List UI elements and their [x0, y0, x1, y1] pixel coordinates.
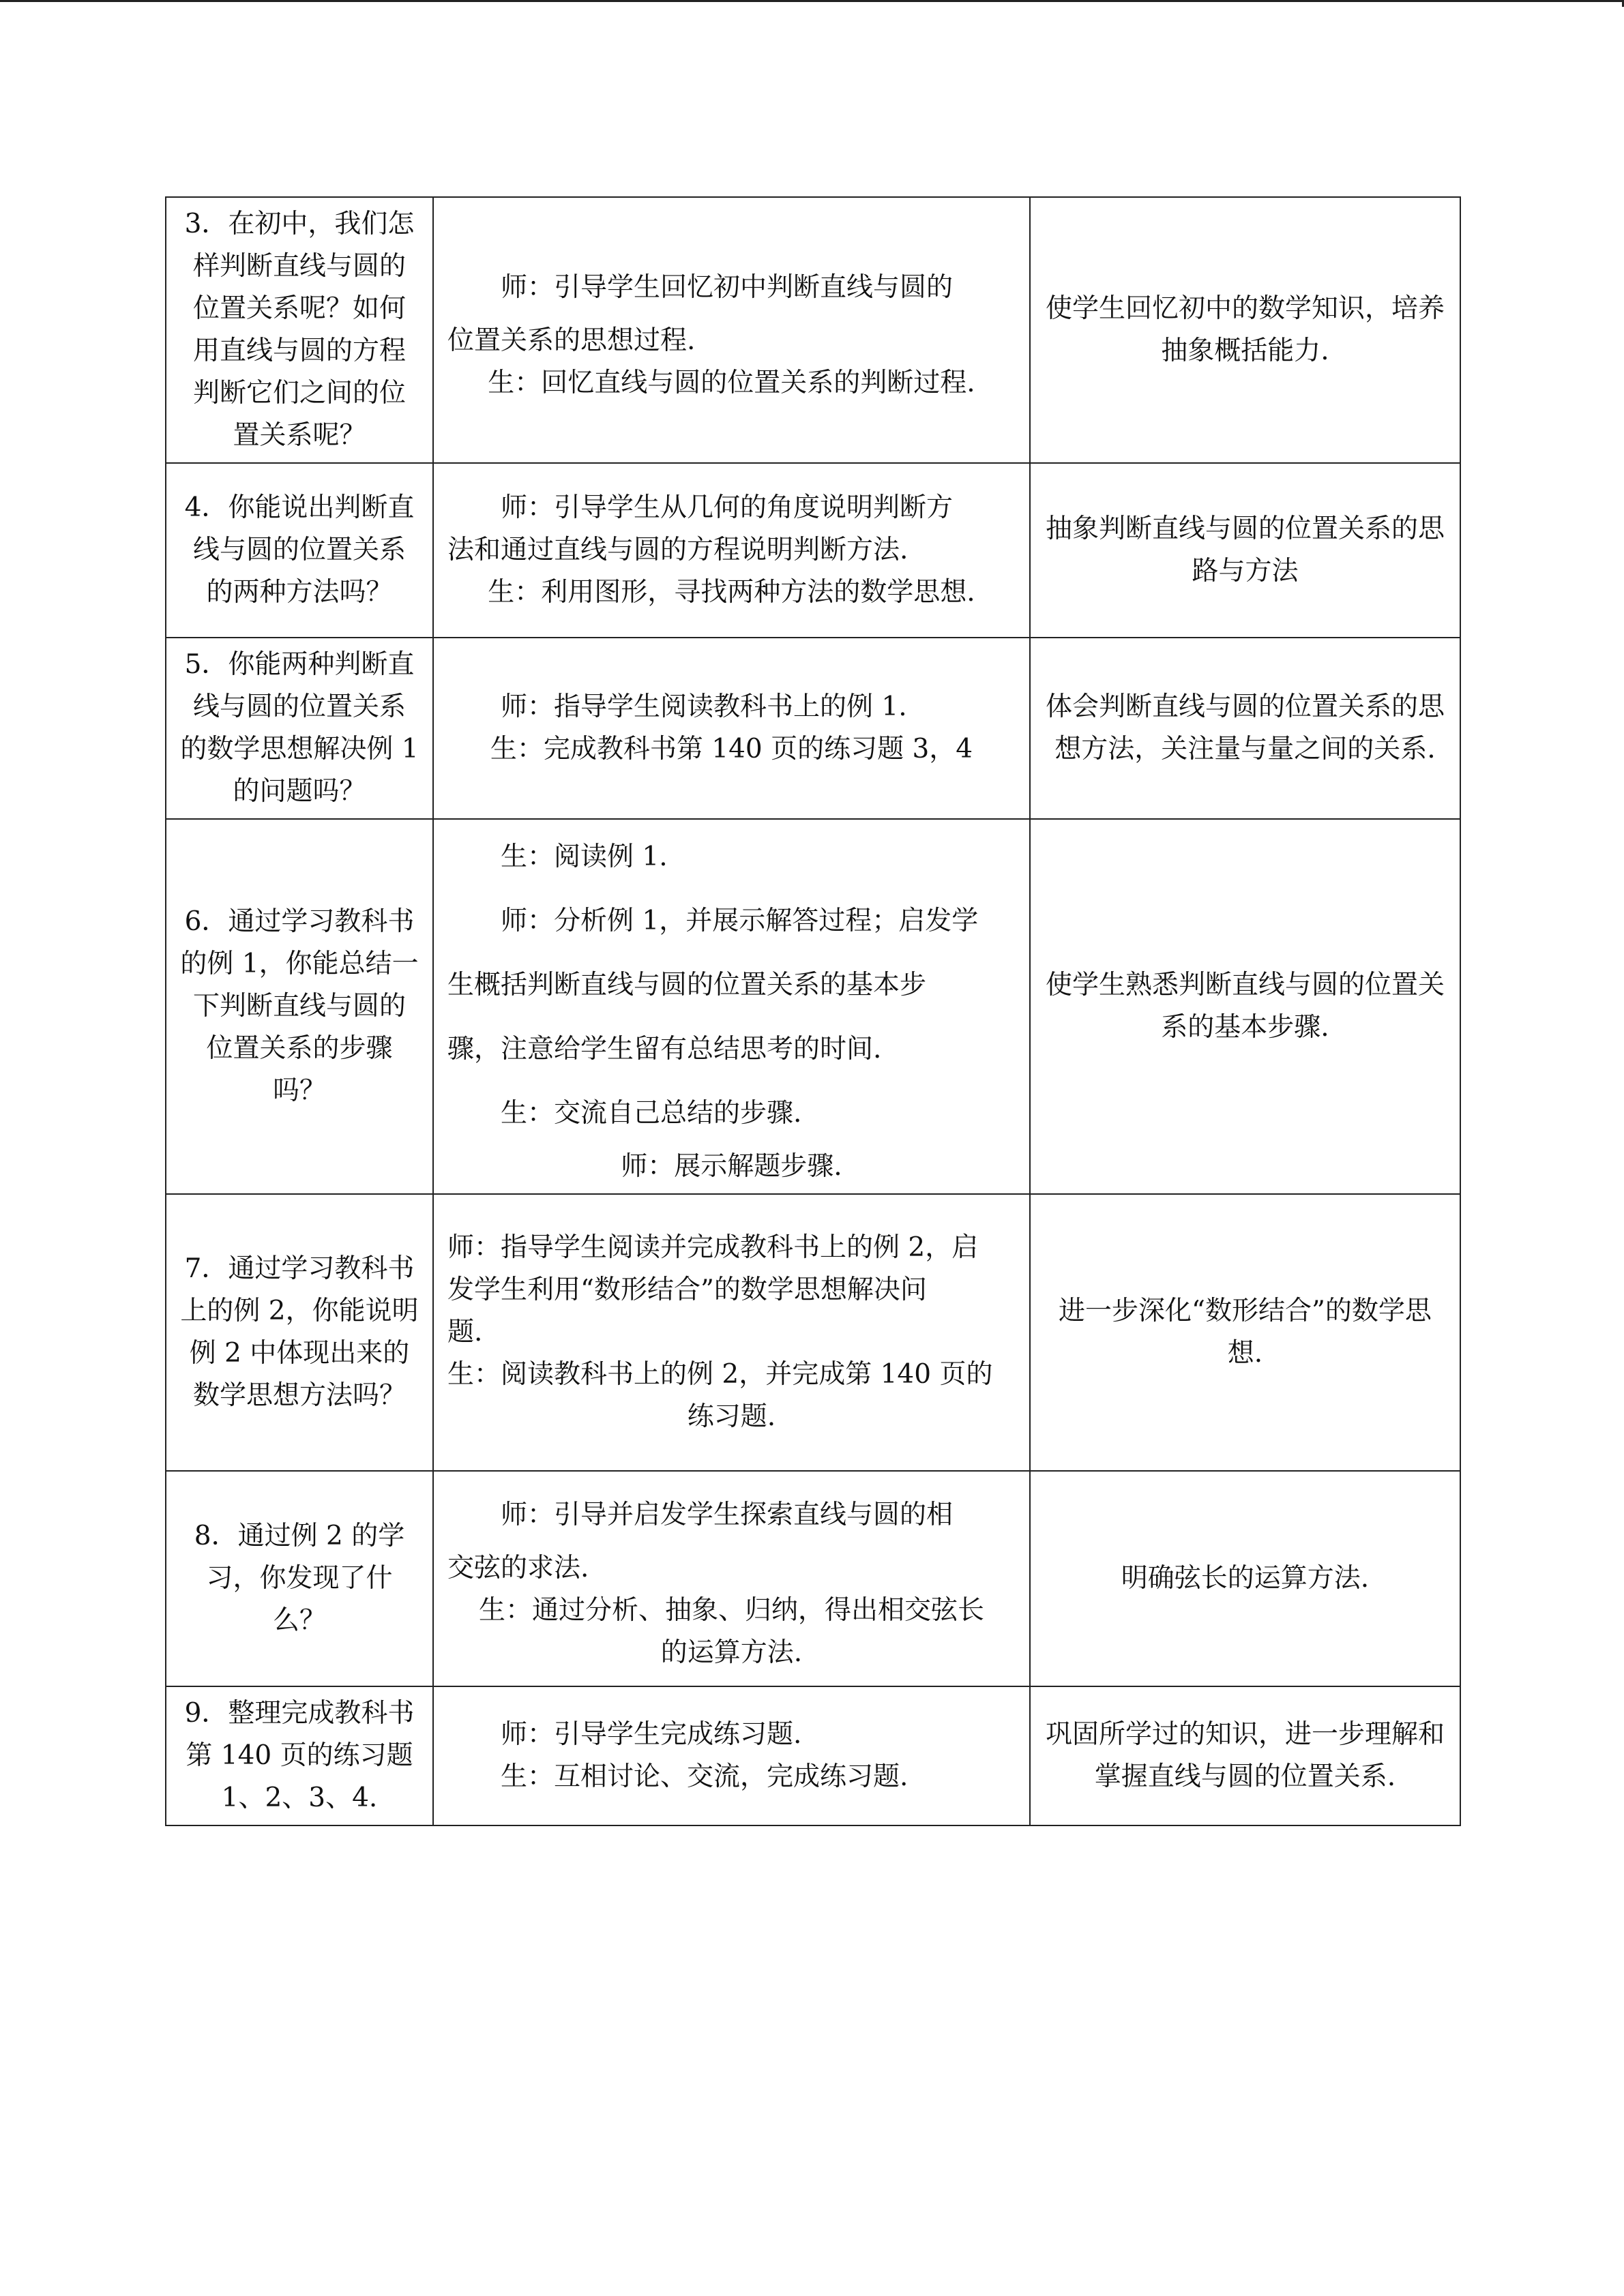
- goal-text: 使学生回忆初中的数学知识，培养抽象概括能力.: [1045, 293, 1445, 366]
- table-row: [166, 463, 1460, 638]
- activity-line: 师：引导并启发学生探索直线与圆的相: [501, 1500, 954, 1530]
- question-cell: [166, 1686, 433, 1825]
- goal-cell: [1030, 463, 1460, 638]
- activity-line: 生：交流自己总结的步骤.: [501, 1098, 802, 1129]
- page-top-border: [0, 0, 1624, 2]
- activity-line: 师：分析例 1，并展示解答过程；启发学: [501, 906, 979, 936]
- question-text: 6．通过学习教科书的例 1，你能总结一下判断直线与圆的位置关系的步骤吗？: [180, 906, 419, 1106]
- activity-line: 师：指导学生阅读教科书上的例 1.: [501, 691, 907, 722]
- goal-cell: [1030, 1471, 1460, 1686]
- goal-text: 使学生熟悉判断直线与圆的位置关系的基本步骤.: [1045, 970, 1445, 1043]
- question-text: 3．在初中，我们怎样判断直线与圆的位置关系呢？如何用直线与圆的方程判断它们之间的位置关系呢？: [184, 209, 415, 451]
- question-text: 5．你能两种判断直线与圆的位置关系的数学思想解决例 1 的问题吗？: [180, 649, 419, 807]
- goal-cell: [1030, 819, 1460, 1194]
- question-cell: [166, 197, 433, 463]
- goal-cell: [1030, 197, 1460, 463]
- question-text: 9．整理完成教科书第 140 页的练习题 1、2、3、4.: [184, 1698, 415, 1813]
- activity-line: 法和通过直线与圆的方程说明判断方法.: [447, 535, 909, 565]
- activity-line: 骤，注意给学生留有总结思考的时间.: [447, 1034, 882, 1064]
- activity-cell: [433, 1471, 1030, 1686]
- activity-line: 师：展示解题步骤.: [621, 1151, 842, 1182]
- activity-cell: [433, 1194, 1030, 1471]
- activity-line: 交弦的求法.: [447, 1553, 589, 1583]
- activity-line: 生：通过分析、抽象、归纳，得出相交弦长: [478, 1595, 984, 1626]
- goal-text: 巩固所学过的知识，进一步理解和掌握直线与圆的位置关系.: [1045, 1719, 1445, 1792]
- question-cell: [166, 1194, 433, 1471]
- goal-cell: [1030, 638, 1460, 819]
- activity-line: 生：互相讨论、交流，完成练习题.: [501, 1761, 909, 1792]
- question-cell: [166, 819, 433, 1194]
- question-text: 7．通过学习教科书上的例 2，你能说明例 2 中体现出来的数学思想方法吗？: [180, 1253, 419, 1411]
- activity-cell: [433, 819, 1030, 1194]
- activity-line: 生：阅读例 1.: [501, 841, 668, 872]
- goal-text: 明确弦长的运算方法.: [1121, 1563, 1370, 1594]
- activity-cell: [433, 463, 1030, 638]
- activity-line: 师：指导学生阅读并完成教科书上的例 2，启: [447, 1232, 979, 1263]
- table-row: [166, 1194, 1460, 1471]
- activity-line: 生：阅读教科书上的例 2，并完成第 140 页的: [447, 1359, 993, 1390]
- activity-line: 师：引导学生完成练习题.: [501, 1719, 802, 1750]
- activity-cell: [433, 1686, 1030, 1825]
- table-row: [166, 197, 1460, 463]
- table-row: [166, 1471, 1460, 1686]
- goal-text: 抽象判断直线与圆的位置关系的思路与方法: [1045, 513, 1445, 586]
- goal-cell: [1030, 1686, 1460, 1825]
- table-row: [166, 819, 1460, 1194]
- table-row: [166, 638, 1460, 819]
- activity-cell: [433, 197, 1030, 463]
- question-text: 4．你能说出判断直线与圆的位置关系的两种方法吗？: [184, 492, 415, 608]
- question-cell: [166, 463, 433, 638]
- activity-line: 的运算方法.: [660, 1637, 803, 1668]
- activity-line: 位置关系的思想过程.: [447, 325, 696, 356]
- activity-line: 练习题.: [687, 1401, 776, 1432]
- goal-text: 体会判断直线与圆的位置关系的思想方法，关注量与量之间的关系.: [1045, 691, 1445, 764]
- lesson-plan-table: [165, 196, 1461, 1826]
- activity-line: 师：引导学生回忆初中判断直线与圆的: [501, 272, 954, 303]
- activity-line: 师：引导学生从几何的角度说明判断方: [501, 492, 954, 523]
- goal-cell: [1030, 1194, 1460, 1471]
- activity-line: 发学生利用“数形结合”的数学思想解决问: [447, 1274, 927, 1305]
- activity-line: 生：回忆直线与圆的位置关系的判断过程.: [488, 368, 975, 398]
- activity-line: 生：利用图形，寻找两种方法的数学思想.: [488, 577, 975, 608]
- activity-line: 题.: [447, 1317, 483, 1347]
- activity-cell: [433, 638, 1030, 819]
- goal-text: 进一步深化“数形结合”的数学思想.: [1059, 1296, 1432, 1369]
- table-row: [166, 1686, 1460, 1825]
- question-cell: [166, 638, 433, 819]
- activity-line: 生概括判断直线与圆的位置关系的基本步: [447, 970, 927, 1000]
- activity-line: 生：完成教科书第 140 页的练习题 3，4: [490, 734, 973, 764]
- question-cell: [166, 1471, 433, 1686]
- question-text: 8．通过例 2 的学习，你发现了什么？: [194, 1521, 405, 1636]
